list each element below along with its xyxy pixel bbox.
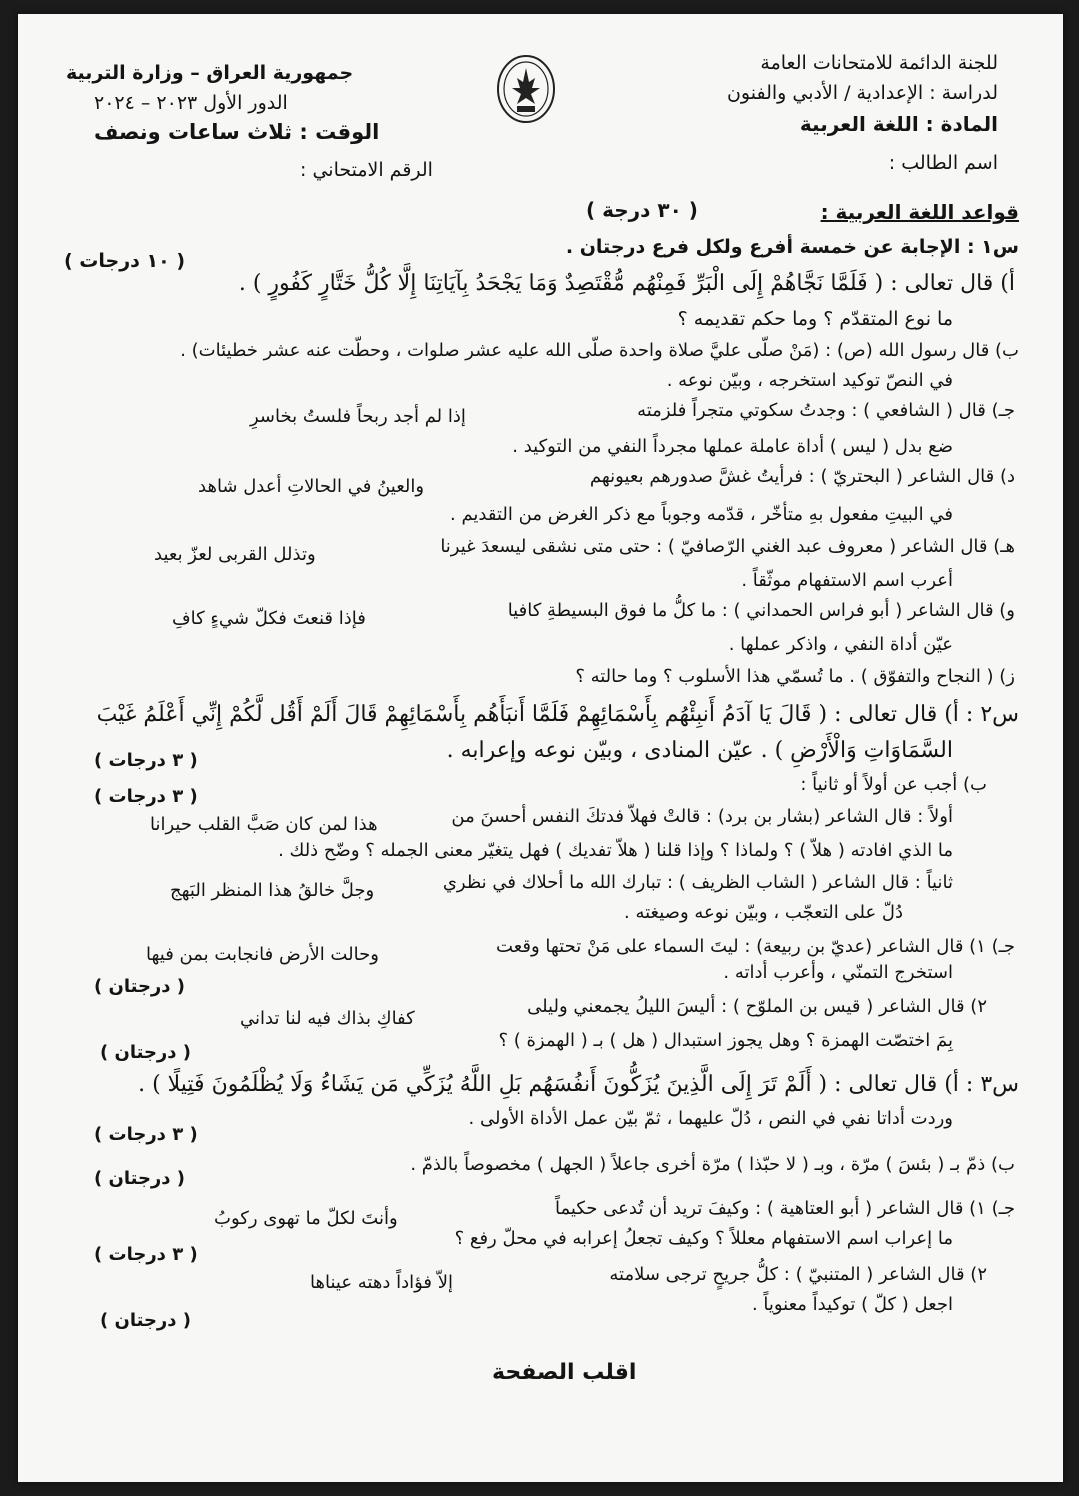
q1-a-question: ما نوع المتقدّم ؟ وما حكم تقديمه ؟ <box>677 308 953 330</box>
q2-a-marks: ( ٣ درجات ) <box>94 750 198 771</box>
q2-b-first-question: ما الذي افادته ( هلاّ ) ؟ ولماذا ؟ وإذا قلنا ( هلاّ تفديك ) فهل يتغيّر معنى الجمله ؟ وضّح ذلك . <box>278 840 953 861</box>
q1-intro: س١ : الإجابة عن خمسة أفرع ولكل فرع درجتان . <box>565 236 1019 258</box>
q1-b-question: في النصّ توكيد استخرجه ، وبيّن نوعه . <box>666 370 953 391</box>
exam-number-label: الرقم الامتحاني : <box>300 159 433 181</box>
q3-c2-question: اجعل ( كلّ ) توكيداً معنوياً . <box>751 1294 953 1315</box>
q2-c2-marks: ( درجتان ) <box>100 1042 192 1063</box>
q1-a-verse: أ) قال تعالى : ( فَلَمَّا نَجَّاهُمْ إِلَى الْبَرِّ فَمِنْهُم مُّقْتَصِدٌ وَمَا يَجْحَدُ بِآيَاتِنَا إِلَّا كُلُّ خَتَّارٍ كَفُورٍ ) . <box>238 271 1015 296</box>
q3-a-verse: س٣ : أ) قال تعالى : ( أَلَمْ تَرَ إِلَى الَّذِينَ يُزَكُّونَ أَنفُسَهُم بَلِ اللَّهُ يُزَكِّي مَن يَشَاءُ وَلَا يُظْلَمُونَ فَتِيلًا ) . <box>138 1072 1019 1097</box>
section-marks: ( ٣٠ درجة ) <box>586 198 698 222</box>
q3-c2-verse: ٢) قال الشاعر ( المتنبيّ ) : كلُّ جريحٍ ترجى سلامته <box>609 1264 987 1285</box>
q1-e-question: أعرب اسم الاستفهام موثّقاً . <box>741 570 953 591</box>
q1-e-verse-second: وتذلل القربى لعزّ بعيد <box>154 544 316 565</box>
ministry-line: جمهورية العراق – وزارة التربية <box>66 62 354 84</box>
q1-c-verse-second: إذا لم أجد ربحاً فلستُ بخاسرِ <box>250 406 466 427</box>
q1-f-question: عيّن أداة النفي ، واذكر عملها . <box>728 634 953 655</box>
q3-b-marks: ( درجتان ) <box>94 1168 186 1189</box>
q1-d-question: في البيتِ مفعول بهِ متأخّر ، قدّمه وجوباً مع ذكر الغرض من التقديم . <box>450 504 953 525</box>
q2-b-marks: ( ٣ درجات ) <box>94 786 198 807</box>
q1-e-verse-first: هـ) قال الشاعر ( معروف عبد الغني الرّصافيّ ) : حتى متى نشقى ليسعدَ غيرنا <box>440 536 1015 557</box>
subject-line: المادة : اللغة العربية <box>799 112 998 136</box>
study-line: لدراسة : الإعدادية / الأدبي والفنون <box>726 82 998 104</box>
q2-b-first-verse-second: هذا لمن كان صَبَّ القلب حيرانا <box>150 814 378 835</box>
q1-f-verse-second: فإذا قنعتَ فكلّ شيءٍ كافِ <box>172 608 366 629</box>
q1-c-question: ضع بدل ( ليس ) أداة عاملة عملها مجرداً النفي من التوكيد . <box>512 436 953 457</box>
q2-b-second-verse-second: وجلَّ خالقُ هذا المنظر البَهج <box>170 880 375 901</box>
q1-c-verse-first: جـ) قال ( الشافعي ) : وجدتُ سكوتي متجراً فلزمته <box>637 400 1015 421</box>
q1-b-text: ب) قال رسول الله (ص) : (مَنْ صلّى عليَّ صلاة واحدة صلّى الله عليه عشر صلوات ، وحطّت عنه عشر خطيئات) . <box>180 340 1019 361</box>
iraq-emblem-icon <box>493 52 559 126</box>
q2-a-question: السَّمَاوَاتِ وَالْأَرْضِ ) . عيّن المنادى ، وبيّن نوعه وإعرابه . <box>446 738 953 763</box>
section-title: قواعد اللغة العربية : <box>820 200 1019 224</box>
q2-c1-marks: ( درجتان ) <box>94 976 186 997</box>
q3-c2-verse-second: إلاّ فؤاداً دهته عيناها <box>310 1272 454 1293</box>
exam-time-line: الوقت : ثلاث ساعات ونصف <box>94 120 380 144</box>
q2-c2-verse: ٢) قال الشاعر ( قيس بن الملوّح ) : أليسَ الليلُ يجمعني وليلى <box>527 996 987 1017</box>
q2-c2-verse-second: كفاكِ بذاك فيه لنا تداني <box>240 1008 415 1029</box>
q1-d-verse-second: والعينُ في الحالاتِ أعدل شاهد <box>198 476 425 497</box>
q1-d-verse-first: د) قال الشاعر ( البحتريّ ) : فرأيتُ غشَّ صدورهم بعيونهم <box>589 466 1015 487</box>
student-name-label: اسم الطالب : <box>888 152 998 174</box>
q1-f-verse-first: و) قال الشاعر ( أبو فراس الحمداني ) : ما كلُّ ما فوق البسيطةِ كافيا <box>507 600 1015 621</box>
committee-line: للجنة الدائمة للامتحانات العامة <box>760 52 998 74</box>
q3-c1-verse-second: وأنتَ لكلّ ما تهوى ركوبُ <box>214 1208 398 1229</box>
q2-c1-verse: جـ) ١) قال الشاعر (عديّ بن ربيعة) : ليتَ السماء على مَنْ تحتها وقعت <box>496 936 1015 957</box>
q1-g-question: ز) ( النجاح والتفوّق ) . ما تُسمّي هذا الأسلوب ؟ وما حالته ؟ <box>575 666 1015 687</box>
q1-marks: ( ١٠ درجات ) <box>64 250 186 272</box>
q2-b-intro: ب) أجب عن أولاً أو ثانياً : <box>800 774 987 795</box>
q2-c1-question: استخرج التمنّي ، وأعرب أداته . <box>723 962 953 983</box>
turn-page-note: اقلب الصفحة <box>492 1360 637 1385</box>
q3-c1-marks: ( ٣ درجات ) <box>94 1244 198 1265</box>
q2-b-second-question: دُلّ على التعجّب ، وبيّن نوعه وصيغته . <box>624 902 903 923</box>
q2-a-verse: س٢ : أ) قال تعالى : ( قَالَ يَا آدَمُ أَنبِئْهُم بِأَسْمَائِهِمْ فَلَمَّا أَنبَأَهُم بِأَسْمَائِهِمْ قَالَ أَلَمْ أَقُل لَّكُمْ إِنِّي أَعْلَمُ غَيْبَ <box>96 702 1019 727</box>
exam-round-line: الدور الأول ٢٠٢٣ – ٢٠٢٤ <box>94 92 288 114</box>
q3-b-question: ب) ذمّ بـ ( بئسَ ) مرّة ، وبـ ( لا حبّذا ) مرّة أخرى جاعلاً ( الجهل ) مخصوصاً بالذمّ . <box>410 1154 1015 1175</box>
q2-b-first-verse: أولاً : قال الشاعر (بشار بن برد) : قالتْ فهلاّ فدتكَ النفس أحسنَ من <box>451 806 953 827</box>
q2-c1-verse-second: وحالت الأرض فانجابت بمن فيها <box>146 944 379 965</box>
q2-c2-question: بِمَ اختصّت الهمزة ؟ وهل يجوز استبدال ( هل ) بـ ( الهمزة ) ؟ <box>498 1030 953 1051</box>
q3-c1-verse: جـ) ١) قال الشاعر ( أبو العتاهية ) : وكيفَ تريد أن تُدعى حكيماً <box>555 1198 1015 1219</box>
q3-a-marks: ( ٣ درجات ) <box>94 1124 198 1145</box>
q3-c1-question: ما إعراب اسم الاستفهام معللاً ؟ وكيف تجعلُ إعرابه في محلّ رفع ؟ <box>454 1228 953 1249</box>
q2-b-second-verse: ثانياً : قال الشاعر ( الشاب الظريف ) : تبارك الله ما أحلاك في نظري <box>442 872 953 893</box>
exam-paper <box>18 14 1063 1482</box>
q3-c2-marks: ( درجتان ) <box>100 1310 192 1331</box>
q3-a-question: وردت أداتا نفي في النص ، دُلّ عليهما ، ثمّ بيّن عمل الأداة الأولى . <box>468 1108 953 1129</box>
